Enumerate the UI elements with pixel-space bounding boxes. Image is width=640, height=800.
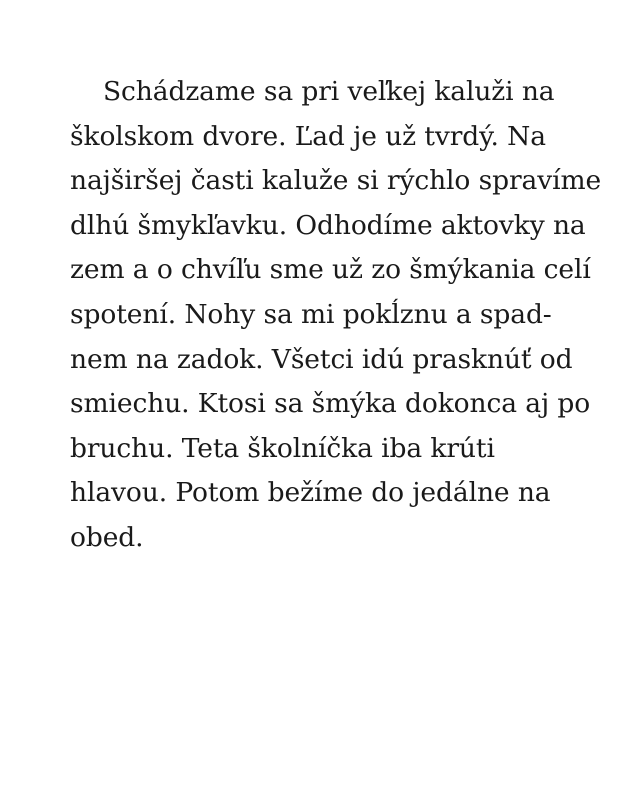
paragraph-line: zem a o chvíľu sme už zo šmýkania celí <box>70 254 591 286</box>
paragraph-line: smiechu. Ktosi sa šmýka dokonca aj po <box>70 388 591 420</box>
paragraph-line: Schádzame sa pri veľkej kaluži na <box>103 76 555 107</box>
paragraph-line: najširšej časti kaluže si rýchlo spravíme <box>70 165 602 197</box>
paragraph-line: obed. <box>70 521 144 553</box>
paragraph-line: hlavou. Potom bežíme do jedálne na <box>70 477 551 509</box>
paragraph-line: dlhú šmykľavku. Odhodíme aktovky na <box>70 209 586 241</box>
story-paragraph <box>70 70 602 561</box>
paragraph-line: spotení. Nohy sa mi pokĺznu a spad- <box>70 298 552 330</box>
paragraph-line: školskom dvore. Ľad je už tvrdý. Na <box>70 120 546 152</box>
paragraph-line: bruchu. Teta školníčka iba krúti <box>70 432 495 464</box>
paragraph-line: nem na zadok. Všetci idú prasknúť od <box>70 343 573 375</box>
